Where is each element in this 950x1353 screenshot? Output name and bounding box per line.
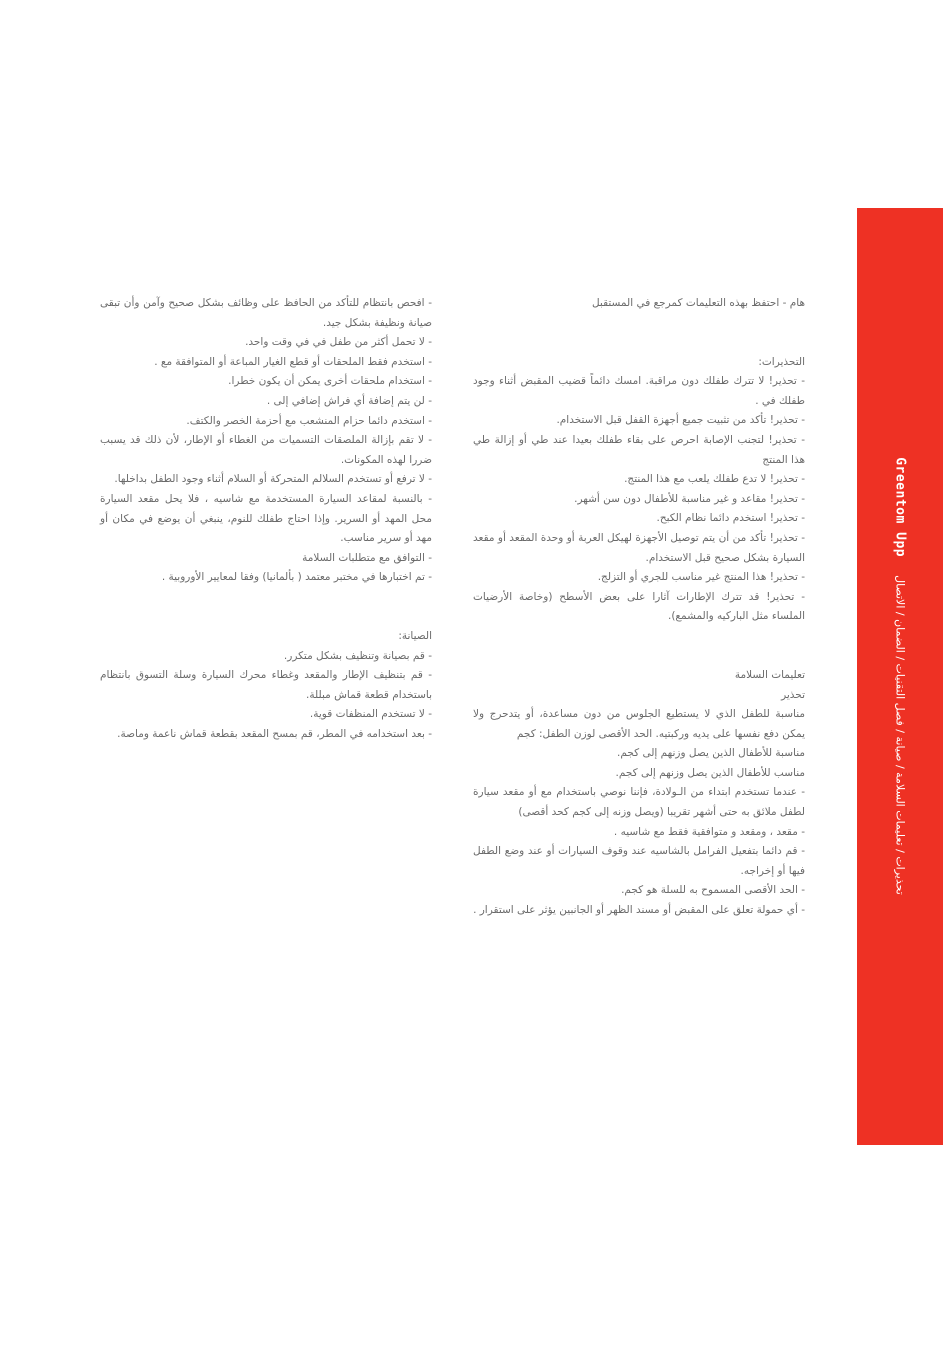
paragraph: - تحذير! تأكد من أن يتم توصيل الأجهزة لهيكل العربة أو وحدة المقعد أو مقعد السيارة بشكل صحيح قبل الاستخدام. (473, 531, 805, 564)
tab-label (893, 457, 908, 895)
paragraph: - أي حمولة تعلق على المقبض أو مسند الظهر أو الجانبين يؤثر على استقرار . (473, 904, 805, 917)
brand-name: Greentom Upp (892, 457, 908, 558)
paragraph: - الحد الأقصى المسموح به للسلة هو كجم. (621, 884, 805, 897)
spacer (473, 627, 805, 666)
paragraph: - التوافق مع متطلبات السلامة (302, 551, 432, 564)
paragraph: - تحذير! هذا المنتج غير مناسب للجري أو التزلج. (597, 571, 805, 584)
paragraph: - تم اختبارها في مختبر معتمد ( بألمانيا) وفقا لمعايير الأوروبية . (161, 571, 432, 584)
paragraph: - استخدام ملحقات أخرى يمكن أن يكون خطرا. (228, 375, 432, 388)
paragraph: - لا تستخدم المنظفات قوية. (309, 708, 432, 721)
paragraph: - لن يتم إضافة أي فراش إضافي إلى . (266, 394, 432, 407)
paragraph: - استخدم دائما حزام المنشعب مع أحزمة الخصر والكتف. (186, 414, 432, 427)
paragraph: - قم دائما بتفعيل الفرامل بالشاسيه عند وقوف السيارات أو عند وضع الطفل فيها أو إخراجه. (473, 845, 805, 877)
paragraph: التحذيرات: (758, 355, 805, 368)
paragraph: - عندما تستخدم ابتداء من الـولادة، فإننا نوصي باستخدام مع أو مقعد سيارة لطفل ملائق به حتى أشهر تقريبا (ويصل وزنه إلى كجم كحد أقصى) (473, 786, 805, 819)
paragraph: الصيانة: (398, 629, 432, 642)
paragraph: - تحذير! مقاعد و غير مناسبة للأطفال دون سن أشهر. (574, 492, 805, 505)
paragraph: تعليمات السلامة (734, 668, 805, 681)
left-column (100, 294, 432, 744)
paragraph: - لا تقم بإزالة الملصقات التسميات من الغطاء أو الإطار، لأن ذلك قد يسبب ضررا لهذه المكونات. (100, 434, 432, 466)
paragraph: مناسبة للطفل الذي لا يستطيع الجلوس من دون مساعدة، أو يتدحرج ولا يمكن دفع نفسها على يديه وركبتيه. الحد الأقصى لوزن الطفل: كجم (473, 708, 805, 740)
spacer (100, 588, 432, 627)
paragraph: - افحص بانتظام للتأكد من الحافظ على وظائف بشكل صحيح وآمن وأن تبقى صيانة ونظيفة بشكل جيد. (100, 297, 432, 329)
right-column (473, 294, 805, 921)
paragraph: مناسبة للأطفال الذين يصل وزنهم إلى كجم. (617, 747, 805, 760)
section-tab (857, 208, 943, 1145)
paragraph: - لا تحمل أكثر من طفل في في وقت واحد. (245, 336, 432, 349)
paragraph: تحذير (781, 688, 805, 701)
paragraph: - تحذير! لا تدع طفلك يلعب مع هذا المنتج. (624, 473, 805, 486)
paragraph: - تحذير! قد تترك الإطارات آثارا على بعض الأسطح (وخاصة الأرضيات الملساء مثل الباركيه والمشمع). (473, 590, 805, 623)
paragraph: - قم بتنظيف الإطار والمقعد وغطاء محرك السيارة وسلة التسوق بانتظام باستخدام قطعة قماش مبللة. (100, 669, 432, 701)
paragraph: - بعد استخدامه في المطر، قم بمسح المقعد بقطعة قماش ناعمة وماصة. (117, 727, 432, 740)
paragraph: - استخدم فقط الملحقات أو قطع الغيار المباعة أو المتوافقة مع . (154, 355, 432, 368)
paragraph: مناسب للأطفال الذين يصل وزنهم إلى كجم. (615, 766, 805, 779)
paragraph: - تحذير! تأكد من تثبيت جميع أجهزة القفل قبل الاستخدام. (556, 414, 805, 427)
paragraph: - تحذير! لتجنب الإصابة احرص على بقاء طفلك بعيدا عند طي أو إزالة طي هذا المنتج (473, 433, 805, 466)
paragraph: - تحذير! لا تترك طفلك دون مراقبة. امسك دائماً قضيب المقبض أثناء وجود طفلك في . (473, 375, 805, 407)
paragraph: - لا ترفع أو تستخدم السلالم المتحركة أو السلام أثناء وجود الطفل بداخلها. (114, 473, 432, 486)
paragraph: - قم بصيانة وتنظيف بشكل متكرر. (283, 649, 432, 662)
paragraph: - تحذير! استخدم دائما نظام الكبح. (656, 512, 805, 525)
paragraph: - بالنسبة لمقاعد السيارة المستخدمة مع شاسيه ، فلا يحل مقعد السيارة محل المهد أو السرير. وإذا احتاج طفلك للنوم، ينبغي أن يوضع في مكان أو مهد أو سرير مناسب. (100, 492, 432, 545)
spacer (473, 314, 805, 353)
paragraph: - مقعد ، ومقعد و متوافقية فقط مع شاسيه . (613, 825, 805, 838)
breadcrumb: تحذيرات / تعليمات السلامة / صيانة / فصل التقنيات / الضمان / الاتصال (893, 575, 907, 895)
paragraph: هام - احتفظ بهذه التعليمات كمرجع في المستقبل (591, 297, 805, 309)
